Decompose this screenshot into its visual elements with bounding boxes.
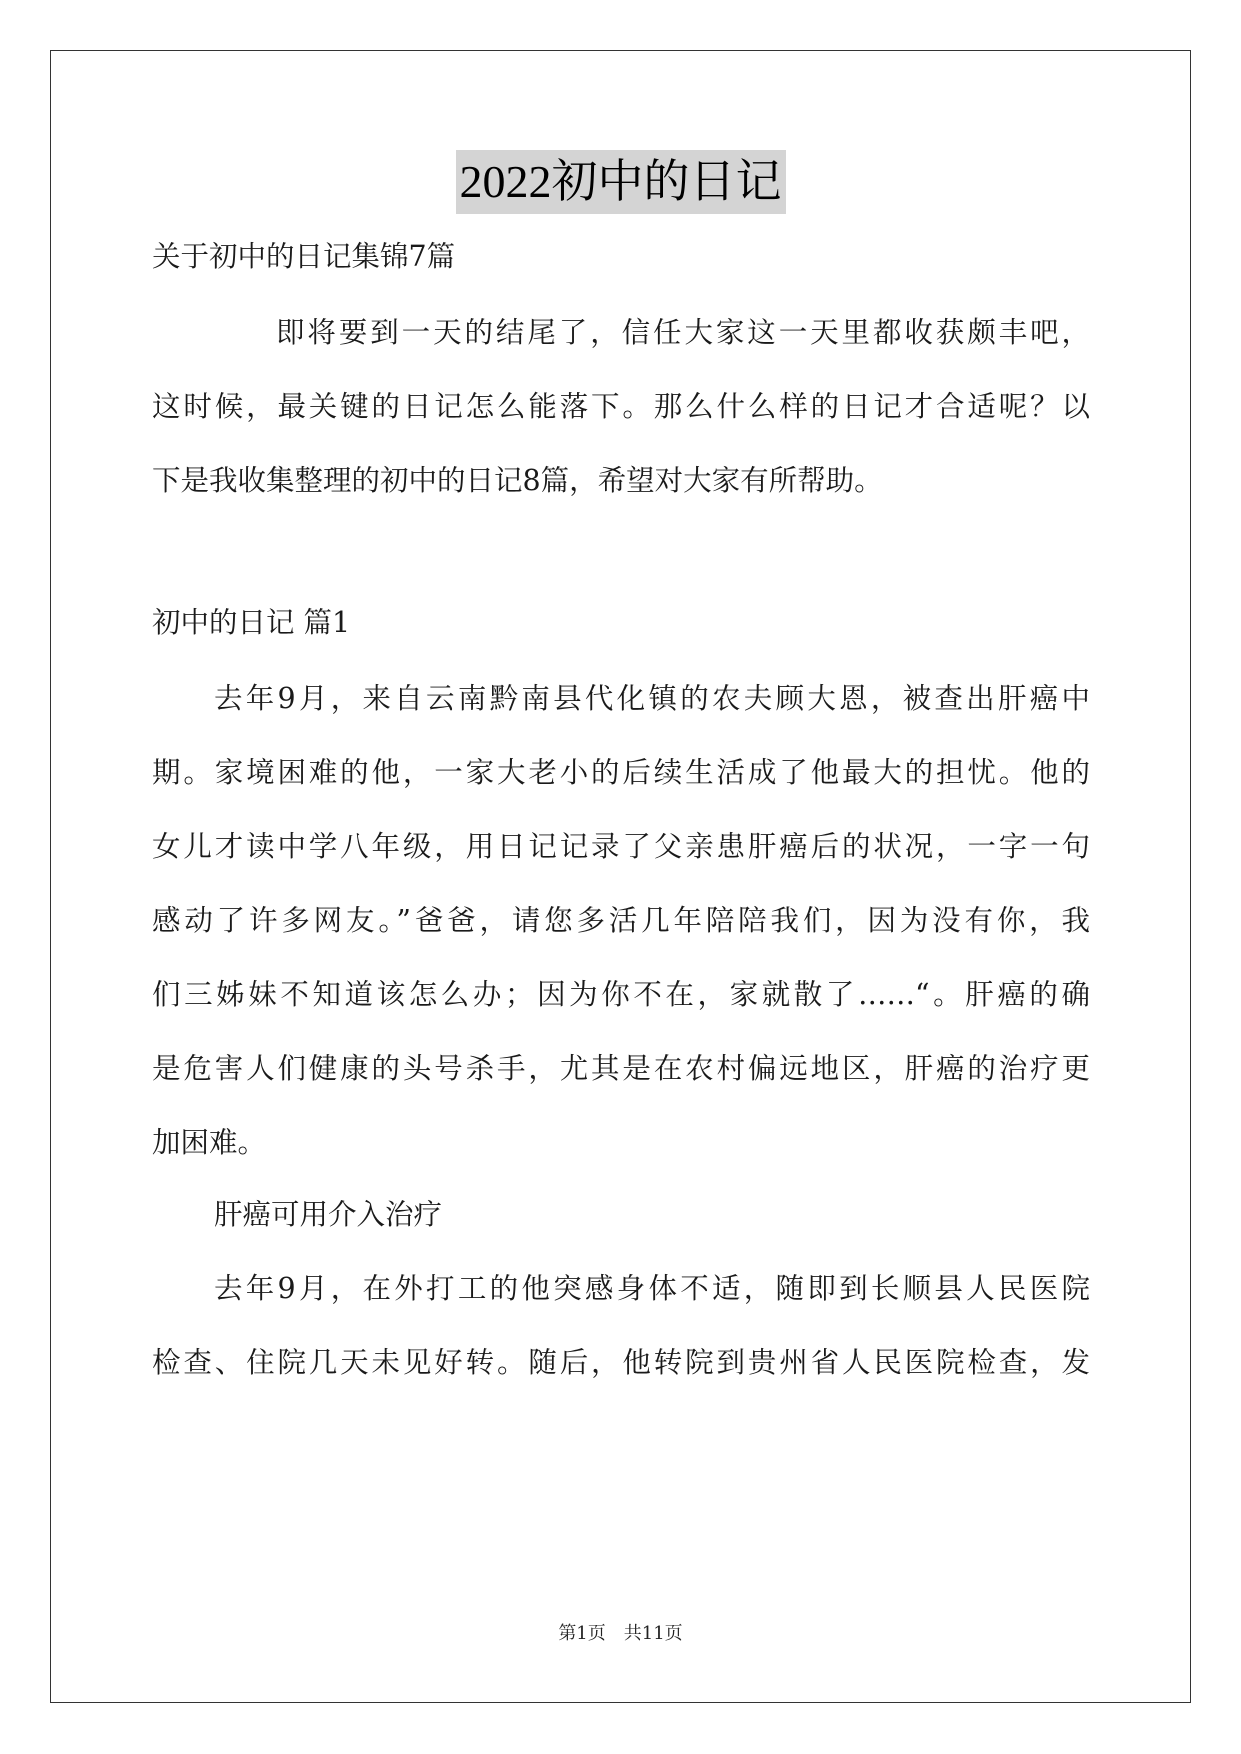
paragraph1-line-7: 加困难。 <box>152 1126 267 1159</box>
document-title: 2022初中的日记 <box>456 150 786 214</box>
paragraph1-line-1: 去年9月，来自云南黔南县代化镇的农夫顾大恩，被查出肝癌中 <box>214 682 1090 715</box>
intro-line-3: 下是我收集整理的初中的日记8篇，希望对大家有所帮助。 <box>152 464 883 497</box>
document-subtitle: 关于初中的日记集锦7篇 <box>152 240 456 273</box>
paragraph1-line-6: 是危害人们健康的头号杀手，尤其是在农村偏远地区，肝癌的治疗更 <box>152 1052 1090 1085</box>
intro-line-2: 这时候，最关键的日记怎么能落下。那么什么样的日记才合适呢？以 <box>152 390 1090 423</box>
paragraph1-line-5: 们三姊妹不知道该怎么办；因为你不在，家就散了……“。肝癌的确 <box>152 978 1090 1011</box>
section-heading: 初中的日记 篇1 <box>152 606 351 639</box>
paragraph2-line-2: 检查、住院几天未见好转。随后，他转院到贵州省人民医院检查，发 <box>152 1346 1090 1379</box>
title-container <box>0 150 1241 214</box>
intro-line-1: 即将要到一天的结尾了，信任大家这一天里都收获颇丰吧， <box>276 316 1090 349</box>
paragraph2-line-1: 去年9月，在外打工的他突感身体不适，随即到长顺县人民医院 <box>214 1272 1090 1305</box>
page-number-footer: 第1页 共11页 <box>558 1623 683 1644</box>
paragraph1-line-4: 感动了许多网友。”爸爸，请您多活几年陪陪我们，因为没有你，我 <box>152 904 1090 937</box>
subheading: 肝癌可用介入治疗 <box>214 1198 443 1231</box>
page-border <box>50 50 1191 1703</box>
paragraph1-line-3: 女儿才读中学八年级，用日记记录了父亲患肝癌后的状况，一字一句 <box>152 830 1090 863</box>
paragraph1-line-2: 期。家境困难的他，一家大老小的后续生活成了他最大的担忧。他的 <box>152 756 1090 789</box>
